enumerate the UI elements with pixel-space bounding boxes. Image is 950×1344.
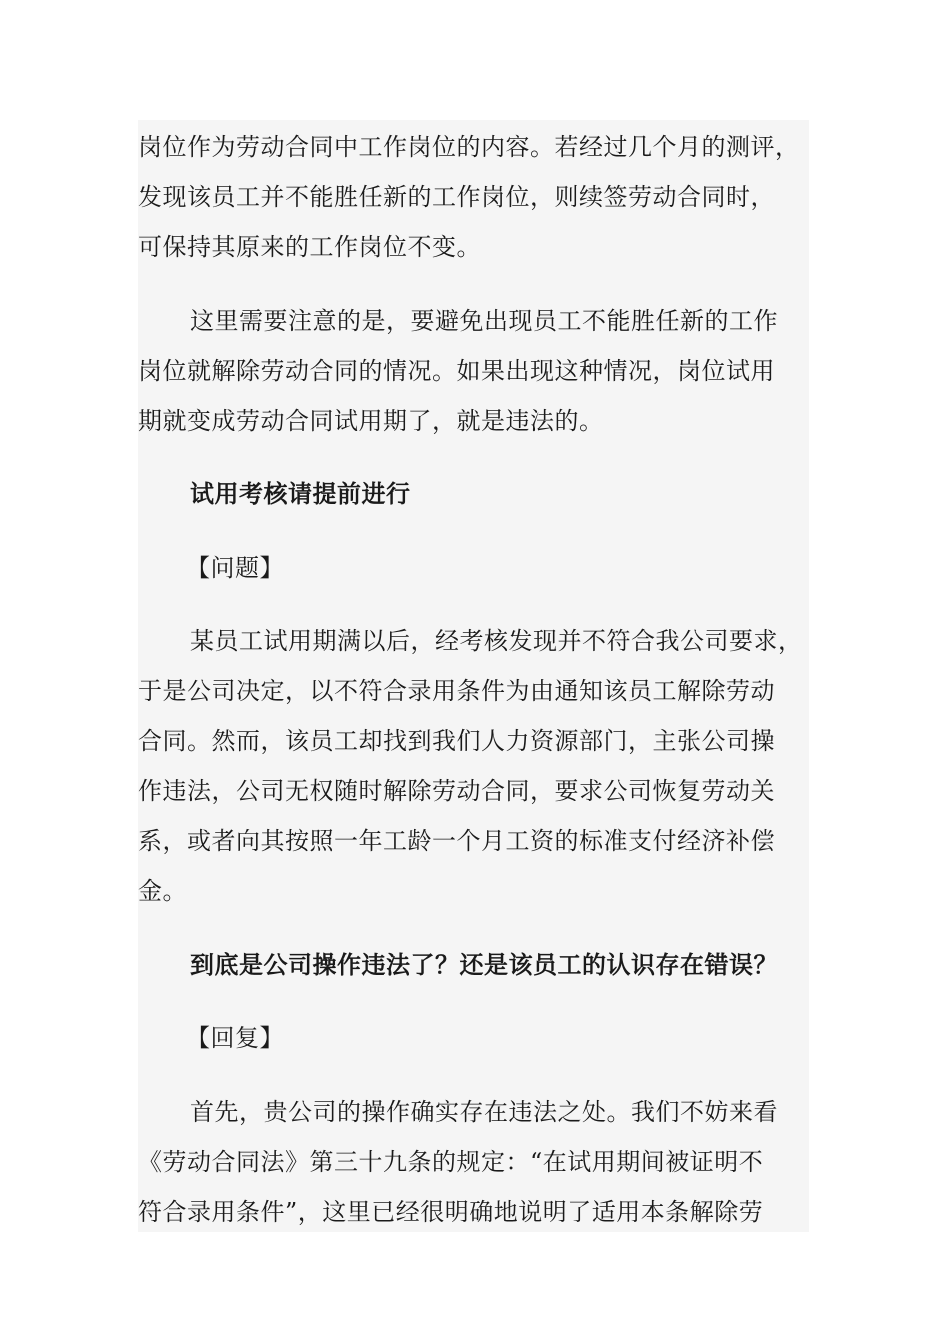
- section-heading-trial: 试用考核请提前进行: [190, 479, 411, 508]
- paragraph-2-line-3: 期就变成劳动合同试用期了，就是违法的。: [138, 407, 604, 435]
- paragraph-1-line-3: 可保持其原来的工作岗位不变。: [138, 233, 481, 261]
- reply-line-2: 《劳动合同法》第三十九条的规定：“在试用期间被证明不: [138, 1148, 764, 1176]
- paragraph-2-line-2: 岗位就解除劳动合同的情况。如果出现这种情况，岗位试用: [138, 357, 775, 385]
- question-line-2: 于是公司决定，以不符合录用条件为由通知该员工解除劳动: [138, 677, 775, 705]
- paragraph-2-line-1: 这里需要注意的是，要避免出现员工不能胜任新的工作: [190, 307, 778, 335]
- paragraph-1-line-1: 岗位作为劳动合同中工作岗位的内容。若经过几个月的测评，: [138, 133, 800, 161]
- reply-label: 【回复】: [186, 1024, 284, 1052]
- reply-line-3: 符合录用条件”，这里已经很明确地说明了适用本条解除劳: [138, 1198, 764, 1226]
- question-line-4: 作违法，公司无权随时解除劳动合同，要求公司恢复劳动关: [138, 777, 775, 805]
- question-line-3: 合同。然而，该员工却找到我们人力资源部门，主张公司操: [138, 727, 775, 755]
- question-label: 【问题】: [186, 554, 284, 582]
- paragraph-1-line-2: 发现该员工并不能胜任新的工作岗位，则续签劳动合同时，: [138, 183, 775, 211]
- section-heading-ask: 到底是公司操作违法了？还是该员工的认识存在错误？: [190, 950, 778, 979]
- reply-line-1: 首先，贵公司的操作确实存在违法之处。我们不妨来看: [190, 1098, 778, 1126]
- question-line-6: 金。: [138, 877, 187, 905]
- question-line-5: 系，或者向其按照一年工龄一个月工资的标准支付经济补偿: [138, 827, 775, 855]
- question-line-1: 某员工试用期满以后，经考核发现并不符合我公司要求，: [190, 627, 803, 655]
